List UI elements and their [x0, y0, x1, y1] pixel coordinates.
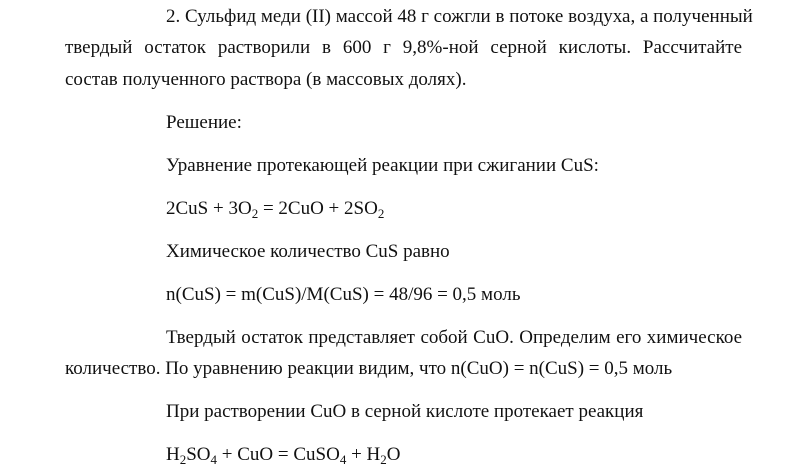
residue-line-2: количество. По уравнению реакции видим, что n(CuO) = n(CuS) = 0,5 моль — [65, 358, 673, 379]
reaction-intro: Уравнение протекающей реакции при сжигании CuS: — [166, 155, 599, 176]
eq1-part-b: = 2CuO + 2SO — [258, 198, 378, 219]
problem-line-2: твердый остаток растворили в 600 г 9,8%-ной серной кислоты. Рассчитайте — [65, 37, 742, 58]
eq2-part-5: O — [386, 444, 401, 465]
eq2-sub-1: 2 — [179, 452, 187, 467]
equation-dissolution — [166, 444, 401, 467]
eq1-part-a: 2CuS + 3O — [166, 198, 252, 219]
residue-line-1: Твердый остаток представляет собой CuO. Определим его химическое — [166, 327, 742, 348]
equation-combustion — [166, 198, 384, 221]
eq2-sub-2: 4 — [210, 452, 218, 467]
eq1-sub-a: 2 — [251, 206, 259, 221]
eq2-sub-3: 4 — [339, 452, 347, 467]
dissolve-intro: При растворении CuO в серной кислоте протекает реакция — [166, 401, 644, 422]
problem-line-3: состав полученного раствора (в массовых долях). — [65, 69, 467, 90]
amount-calculation: n(CuS) = m(CuS)/M(CuS) = 48/96 = 0,5 моль — [166, 284, 521, 305]
eq2-part-3: + CuO = CuSO — [217, 444, 340, 465]
problem-line-1: 2. Сульфид меди (II) массой 48 г сожгли в потоке воздуха, а полученный — [166, 6, 753, 27]
eq2-part-2: SO — [186, 444, 211, 465]
eq1-sub-b: 2 — [377, 206, 385, 221]
eq2-part-4: + H — [346, 444, 381, 465]
eq2-part-1: H — [166, 444, 180, 465]
eq2-sub-4: 2 — [380, 452, 387, 467]
amount-intro: Химическое количество CuS равно — [166, 241, 450, 262]
solution-heading: Решение: — [166, 112, 242, 133]
